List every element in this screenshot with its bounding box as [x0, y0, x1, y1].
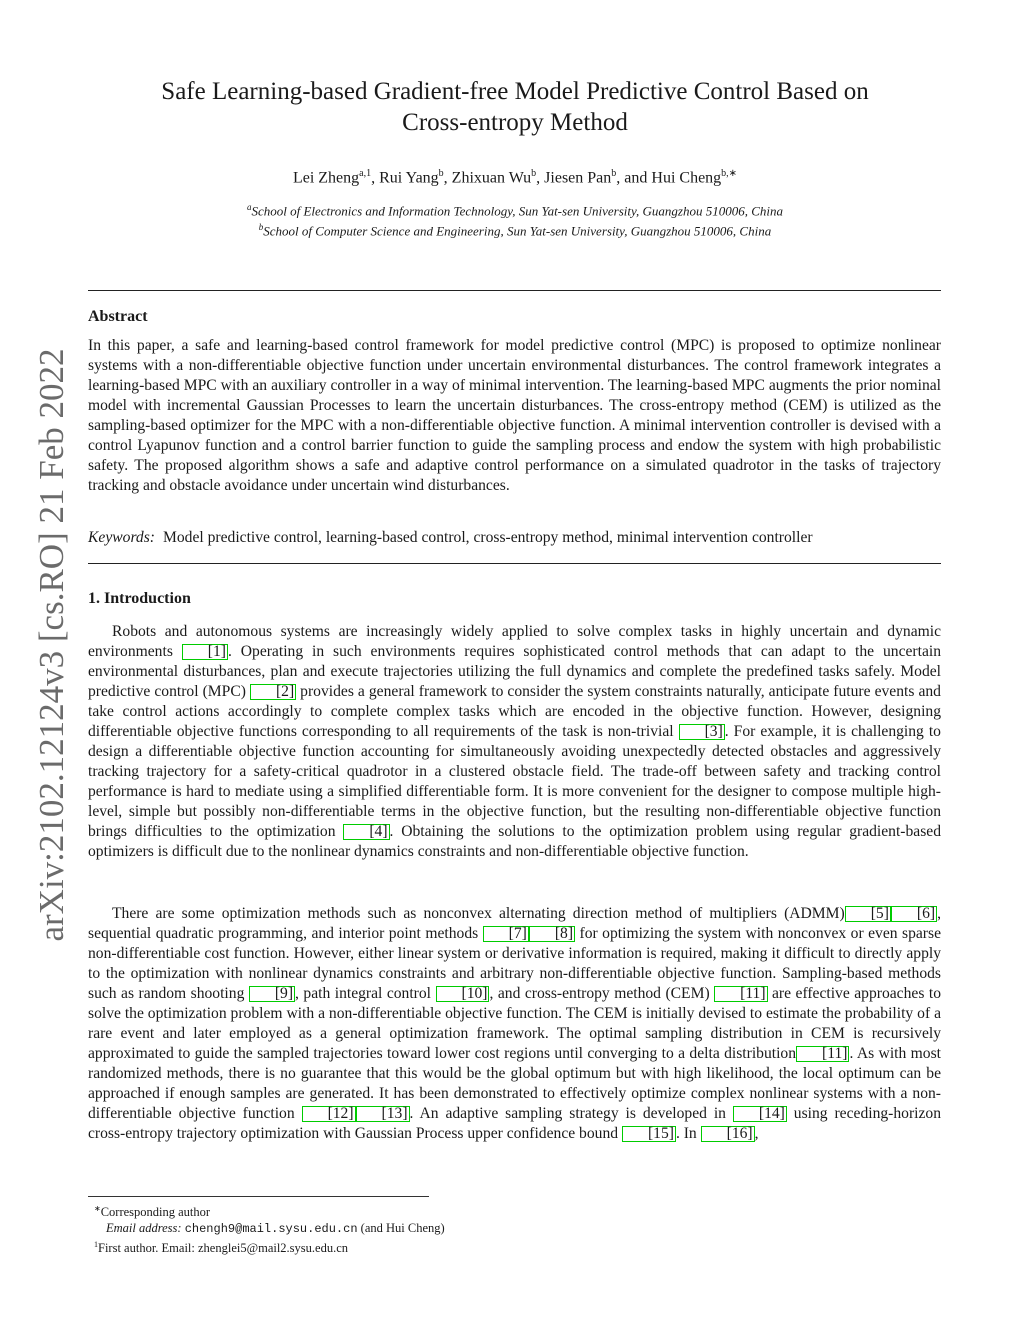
author-affil-mark: b,∗ — [721, 168, 738, 179]
footnote-email — [106, 1220, 806, 1237]
footnote-corresponding — [94, 1201, 806, 1220]
author-list — [90, 164, 940, 188]
citation-link[interactable]: [6] — [891, 906, 937, 922]
affiliation-text: School of Electronics and Information Technology, Sun Yat-sen University, Guangzhou 510006, China — [251, 203, 784, 219]
footnote-text: First author. Email: zhenglei5@mail2.sysu.edu.cn — [98, 1241, 349, 1256]
author: Jiesen Pan — [544, 169, 612, 187]
citation-link[interactable]: [12] — [302, 1106, 356, 1122]
footnote-mark: ∗ — [94, 1204, 101, 1213]
citation-link[interactable]: [2] — [250, 684, 296, 700]
footnote-mark: 1 — [94, 1240, 98, 1250]
author: Rui Yang — [379, 169, 439, 187]
citation-link[interactable]: [16] — [701, 1126, 755, 1142]
intro-paragraph-2: There are some optimization methods such as nonconvex alternating direction method of multipliers (ADMM) [5] [6] , sequential quadratic programming, and interior point methods [7] [8] for optimizing the system with nonconvex or even sparse non-differentiable cost function. However, either linear system or derivative information is required, making it difficult to directly apply to the optimization with nonlinear dynamics constraints and arbitrary non-differentiable objective function. Sampling-based methods such as random shooting [9] , path integral control [10] , and cross-entropy method (CEM) [11] are effective approaches to solve the optimization problem with a non-differentiable objective function. The CEM is initially devised to estimate the probability of a rare event and later employed as a general optimization framework. The optimal sampling distribution in CEM is recursively approximated to guide the sampled trajectories toward lower cost regions until converging to a delta distribution [11] . As with most randomized methods, there is no guarantee that this would be the global optimum but with high likelihood, the local optimum can be approached if enough samples are generated. It has been demonstrated to effectively optimize complex nonlinear systems with a non-differentiable objective function [12] [13] . An adaptive sampling strategy is developed in [14] using receding-horizon cross-entropy trajectory optimization with Gaussian Process upper confidence bound [15] . In [16] , — [88, 905, 941, 1142]
footnote-rule — [88, 1196, 429, 1197]
keywords-text: Model predictive control, learning-based control, cross-entropy method, minimal intervention controller — [163, 529, 813, 546]
citation-link[interactable]: [1] — [182, 644, 228, 660]
citation-link[interactable]: [4] — [343, 824, 389, 840]
affiliations — [90, 199, 940, 240]
bottom-divider — [88, 563, 941, 564]
author-separator: , and — [616, 169, 652, 187]
email-label: Email address: — [106, 1221, 182, 1236]
citation-link[interactable]: [11] — [796, 1046, 849, 1062]
paper-title — [90, 76, 940, 138]
affiliation-a — [90, 199, 940, 219]
footnote-text: Corresponding author — [100, 1205, 211, 1220]
citation-link[interactable]: [3] — [679, 724, 725, 740]
arxiv-stamp: arXiv:2102.12124v3 [cs.RO] 21 Feb 2022 — [32, 348, 71, 942]
citation-link[interactable]: [15] — [622, 1126, 676, 1142]
citation-link[interactable]: [8] — [529, 926, 575, 942]
affiliation-mark: a — [246, 202, 252, 212]
author-separator: , — [536, 169, 545, 187]
keywords-label: Keywords: — [88, 529, 155, 546]
author-separator: , — [443, 169, 452, 187]
email-address[interactable]: chengh9@mail.sysu.edu.cn — [184, 1222, 358, 1237]
title-line-2: Cross-entropy Method — [402, 109, 628, 136]
abstract-heading: Abstract — [88, 308, 148, 325]
citation-link[interactable]: [7] — [483, 926, 529, 942]
affiliation-mark: b — [258, 222, 264, 233]
intro-paragraph-1: Robots and autonomous systems are increasingly widely applied to solve complex tasks in highly uncertain and dynamic environments [1] . Operating in such environments requires sophisticated control methods that can adapt to the uncertain environmental disturbances, plan and execute trajectories utilizing the full dynamics and complete the predefined tasks safely. Model predictive control (MPC) [2] provides a general framework to consider the system constraints naturally, anticipate future events and take control actions accordingly to complete complex tasks which are encoded in the objective function. However, designing differentiable objective functions corresponding to all requirements of the task is non-trivial [3] . For example, it is challenging to design a differentiable objective function accounting for simultaneously avoiding unexpectedly detected obstacles and aggressively tracking trajectory for a safety-critical quadrotor in a clustered obstacle field. The trade-off between safety and tracking control performance is hard to mediate using a simplified differentiable form. It is more convenient for the designer to compose multiple high-level, simple but possibly non-differentiable terms in the objective function, but the resulting non-differentiable objective function brings difficulties to the optimization [4] . Obtaining the solutions to the optimization problem using regular gradient-based optimizers is difficult due to the nonlinear dynamics constraints and non-differentiable objective function. — [88, 623, 941, 860]
footnote-first-author — [94, 1237, 806, 1256]
keywords — [88, 528, 941, 548]
author-affil-mark: a,1 — [359, 168, 372, 179]
footnotes — [94, 1201, 806, 1256]
author-affil-mark: b — [531, 168, 537, 179]
email-suffix: (and Hui Cheng) — [360, 1221, 445, 1236]
top-divider — [88, 290, 941, 291]
citation-link[interactable]: [11] — [714, 986, 767, 1002]
author: Lei Zheng — [292, 169, 360, 187]
author: Hui Cheng — [651, 169, 722, 187]
citation-link[interactable]: [14] — [733, 1106, 787, 1122]
section-heading: 1. Introduction — [88, 590, 191, 607]
author-affil-mark: b — [611, 168, 617, 179]
citation-link[interactable]: [5] — [845, 906, 891, 922]
citation-link[interactable]: [13] — [356, 1106, 410, 1122]
abstract-text: In this paper, a safe and learning-based control framework for model predictive control (MPC) is proposed to optimize nonlinear systems with a non-differentiable objective function under uncertain environmental disturbances. The control framework integrates a learning-based MPC with an auxiliary controller in a way of minimal intervention. The learning-based MPC augments the prior nominal model with incremental Gaussian Processes to learn the uncertain disturbances. The cross-entropy method (CEM) is utilized as the sampling-based optimizer for the MPC with a non-differentiable objective function. A minimal intervention controller is devised with a control Lyapunov function and a control barrier function to guide the sampling process and endow the system with high probabilistic safety. The proposed algorithm shows a safe and adaptive control performance on a simulated quadrotor in the tasks of trajectory tracking and obstacle avoidance under uncertain wind disturbances. — [88, 337, 941, 494]
affiliation-b — [90, 219, 940, 239]
author: Zhixuan Wu — [451, 169, 532, 187]
title-line-1: Safe Learning-based Gradient-free Model Predictive Control Based on — [161, 78, 869, 105]
affiliation-text: School of Computer Science and Engineering, Sun Yat-sen University, Guangzhou 510006, China — [263, 223, 772, 239]
author-affil-mark: b — [438, 168, 444, 179]
citation-link[interactable]: [9] — [249, 986, 295, 1002]
citation-link[interactable]: [10] — [436, 986, 490, 1002]
author-separator: , — [371, 169, 380, 187]
